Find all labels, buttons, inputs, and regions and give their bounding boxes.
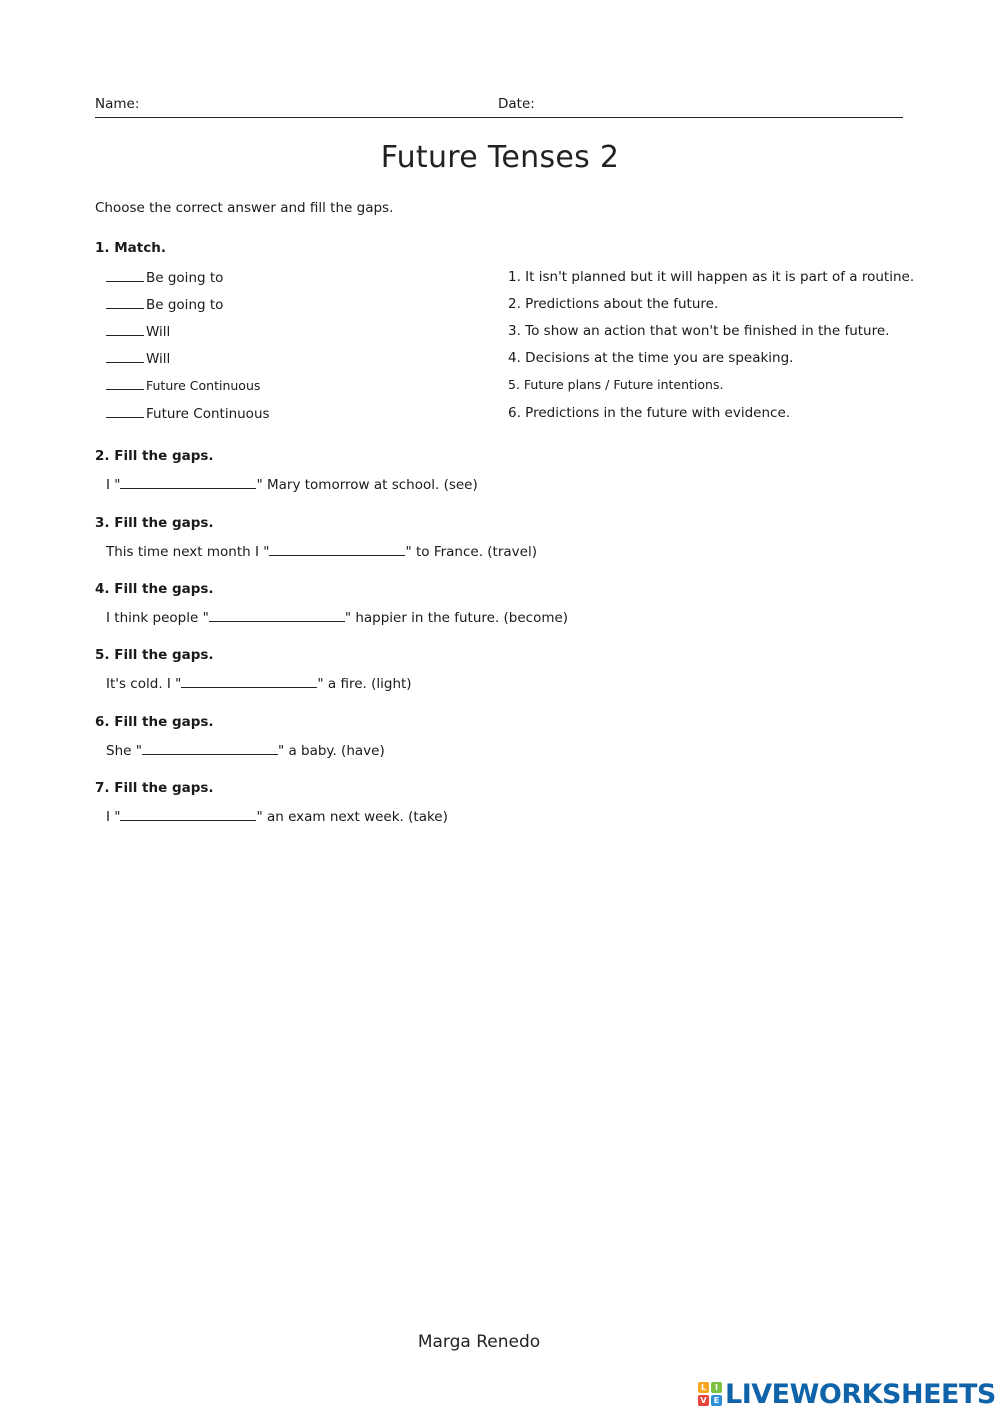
gap-before: This time next month I " (106, 544, 270, 560)
gap-blank-input[interactable] (181, 673, 317, 688)
logo-block: L (698, 1382, 709, 1393)
logo-block: E (711, 1395, 722, 1406)
gap-heading: 5. Fill the gaps. (95, 647, 214, 663)
match-definition: 1. It isn't planned but it will happen as it is part of a routine. (508, 269, 915, 285)
gap-heading: 3. Fill the gaps. (95, 515, 214, 531)
header-line (95, 117, 903, 118)
match-blank[interactable] (106, 377, 144, 390)
gap-before: She " (106, 743, 142, 759)
gap-blank-input[interactable] (142, 740, 278, 755)
match-item (106, 269, 223, 286)
match-blank[interactable] (106, 323, 144, 336)
match-blank[interactable] (106, 296, 144, 309)
match-blank[interactable] (106, 405, 144, 418)
match-blank[interactable] (106, 350, 144, 363)
gap-after: " to France. (travel) (405, 544, 537, 560)
logo-block: I (711, 1382, 722, 1393)
match-item (106, 323, 170, 340)
logo-block: V (698, 1395, 709, 1406)
gap-before: I " (106, 809, 121, 825)
gap-heading: 4. Fill the gaps. (95, 581, 214, 597)
liveworksheets-logo[interactable] (698, 1378, 996, 1410)
gap-after: " a baby. (have) (277, 743, 385, 759)
match-item (106, 296, 223, 313)
match-definition: 2. Predictions about the future. (508, 296, 719, 312)
name-label: Name: (95, 96, 140, 112)
logo-text: LIVEWORKSHEETS (725, 1378, 996, 1410)
gap-blank-input[interactable] (209, 607, 345, 622)
gap-sentence (106, 607, 568, 626)
gap-sentence (106, 541, 537, 560)
author-name: Marga Renedo (417, 1332, 541, 1352)
match-item-label: Be going to (146, 297, 224, 313)
gap-before: I think people " (106, 610, 209, 626)
gap-before: It's cold. I " (106, 676, 182, 692)
match-item-label: Will (146, 351, 171, 367)
match-item (106, 377, 260, 394)
instructions: Choose the correct answer and fill the gaps. (95, 200, 394, 216)
gap-sentence (106, 806, 448, 825)
gap-heading: 7. Fill the gaps. (95, 780, 214, 796)
logo-blocks-icon (698, 1382, 722, 1406)
gap-sentence (106, 673, 412, 692)
match-item-label: Future Continuous (146, 378, 261, 393)
gap-blank-input[interactable] (269, 541, 405, 556)
gap-blank-input[interactable] (120, 806, 256, 821)
gap-after: " an exam next week. (take) (256, 809, 448, 825)
match-definition: 5. Future plans / Future intentions. (508, 377, 724, 392)
gap-heading: 6. Fill the gaps. (95, 714, 214, 730)
match-heading: 1. Match. (95, 240, 166, 256)
gap-sentence (106, 474, 478, 493)
gap-before: I " (106, 477, 121, 493)
gap-after: " Mary tomorrow at school. (see) (256, 477, 478, 493)
match-definition: 3. To show an action that won't be finished in the future. (508, 323, 890, 339)
match-blank[interactable] (106, 269, 144, 282)
page-title: Future Tenses 2 (380, 140, 620, 175)
match-definition: 6. Predictions in the future with evidence. (508, 405, 791, 421)
gap-sentence (106, 740, 385, 759)
match-item-label: Be going to (146, 270, 224, 286)
match-item-label: Future Continuous (146, 406, 270, 422)
match-definition: 4. Decisions at the time you are speaking. (508, 350, 794, 366)
match-item (106, 350, 170, 367)
gap-blank-input[interactable] (120, 474, 256, 489)
gap-after: " happier in the future. (become) (344, 610, 569, 626)
match-item-label: Will (146, 324, 171, 340)
gap-heading: 2. Fill the gaps. (95, 448, 214, 464)
match-item (106, 405, 270, 422)
date-label: Date: (498, 96, 535, 112)
gap-after: " a fire. (light) (317, 676, 412, 692)
